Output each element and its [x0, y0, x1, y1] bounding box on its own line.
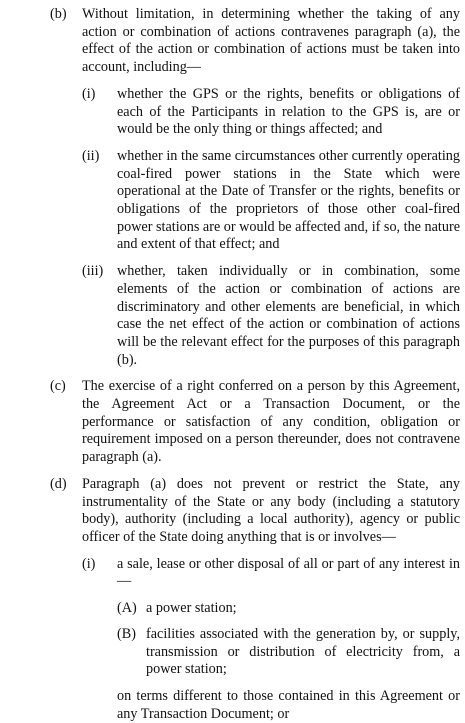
paragraph-text: Without limitation, in determining whether the taking of any action or combination of actions contravenes paragraph (a), the effect of the action or combination of actions must be taken into account, including—: [82, 6, 460, 76]
subparagraph-b-iii: [0, 263, 465, 369]
document-page: [0, 6, 465, 723]
paragraph-text: Paragraph (a) does not prevent or restrict the State, any instrumentality of the State or any body (including a statutory body), authority (including a local authority), agency or public officer of the State doing anything that is or involves—: [82, 475, 460, 545]
subparagraph-text: whether, taken individually or in combination, some elements of the action or combination of actions are discriminatory and other elements are beneficial, in which case the net effect of the action or combination of actions will be the relevant effect for the purposes of this paragraph (b).: [117, 263, 460, 368]
subsubparagraph-label: (B): [117, 625, 136, 642]
paragraph-label: (d): [50, 475, 67, 492]
subparagraph-b-ii: [0, 148, 465, 254]
subparagraph-label: (i): [82, 85, 96, 102]
subparagraph-label: (ii): [82, 147, 100, 164]
paragraph-label: (c): [50, 378, 66, 395]
subsubparagraph-d-i-A: [0, 600, 465, 618]
subparagraph-label: (i): [82, 555, 96, 572]
paragraph-b: [0, 6, 465, 77]
paragraph-text: The exercise of a right conferred on a person by this Agreement, the Agreement Act or a Transaction Document, or the performance or satisfaction of any condition, obligation or requirement imposed on a person thereunder, does not contravene paragraph (a).: [82, 378, 460, 466]
subparagraph-text: whether in the same circumstances other currently operating coal-fired power stations in the State which were operational at the Date of Transfer or the rights, benefits or obligations of the proprietors of those other coal-fired power stations are or would be affected and, if so, the nature and extent of that effect; and: [117, 147, 460, 253]
subparagraph-text: a sale, lease or other disposal of all or part of any interest in—: [117, 555, 460, 590]
paragraph-label: (b): [50, 6, 67, 22]
subsubparagraph-text: a power station;: [146, 600, 237, 617]
subsubparagraph-text: facilities associated with the generation by, or supply, transmission or distribution of electricity from, a power station;: [146, 625, 460, 678]
subsubparagraph-d-i-B: [0, 626, 465, 679]
continuation-text: on terms different to those contained in this Agreement or any Transaction Document; or: [117, 687, 460, 722]
subparagraph-b-i: [0, 86, 465, 139]
subparagraph-d-i: [0, 556, 465, 591]
subparagraph-text: whether the GPS or the rights, benefits or obligations of each of the Participants in relation to the GPS is, are or would be the only thing or things affected; and: [117, 85, 460, 138]
paragraph-c: [0, 378, 465, 467]
paragraph-d: [0, 476, 465, 547]
subsubparagraph-label: (A): [117, 600, 137, 617]
subparagraph-label: (iii): [82, 263, 104, 280]
